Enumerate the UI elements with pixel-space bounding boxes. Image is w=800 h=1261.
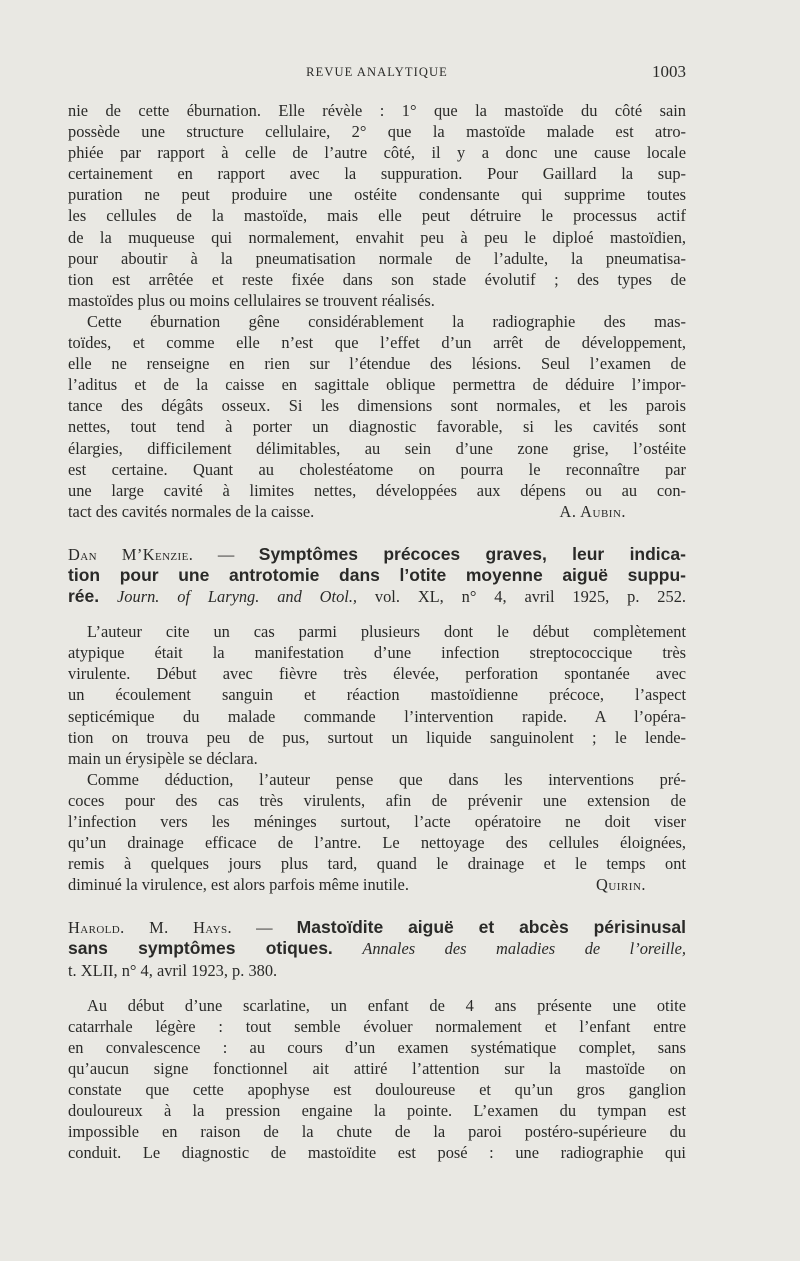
- text-line: constate que cette apophyse est douloureuse et qu’un gros ganglion: [68, 1080, 686, 1100]
- text-line: Au début d’une scarlatine, un enfant de 4 ans présente une otite: [87, 995, 686, 1015]
- author-name: Dan M’Kenzie.: [68, 544, 194, 564]
- article-heading: Harold. M. Hays. — Mastoïdite aiguë et abcès périsinusal: [68, 917, 686, 938]
- text-line: toïdes, et comme elle n’est que l’effet d’un arrêt de développement,: [68, 333, 686, 353]
- text-line: nie de cette éburnation. Elle révèle : 1° que la mastoïde du côté sain: [68, 101, 686, 120]
- running-head-title: REVUE ANALYTIQUE: [306, 65, 448, 79]
- text-line: possède une structure cellulaire, 2° que la mastoïde malade est atro-: [68, 122, 686, 142]
- text-line: L’auteur cite un cas parmi plusieurs dont le début complètement: [87, 622, 686, 642]
- article-reference: sans symptômes otiques. Annales des maladies de l’oreille,: [68, 938, 686, 959]
- text-line: qu’un drainage efficace de l’antre. Le nettoyage des cellules éloignées,: [68, 833, 686, 853]
- article-3: [68, 917, 686, 1163]
- journal-name: Journ. of Laryng. and Otol.,: [117, 587, 358, 607]
- text-line: un écoulement sanguin et réaction mastoïdienne précoce, l’aspect: [68, 685, 686, 705]
- text-line: tact des cavités normales de la caisse. A. Aubin.: [68, 501, 626, 521]
- page-number: 1003: [652, 62, 686, 81]
- text-line: les cellules de la mastoïde, mais elle peut détruire le processus actif: [68, 206, 686, 226]
- text-line: nettes, tout tend à porter un diagnostic favorable, si les cavités sont: [68, 417, 686, 437]
- text-line: catarrhale légère : tout semble évoluer normalement et l’enfant entre: [68, 1016, 686, 1036]
- text-line: virulente. Début avec fièvre très élevée, perforation spontanée avec: [68, 664, 686, 684]
- article-reference: t. XLII, n° 4, avril 1923, p. 380.: [68, 960, 278, 980]
- page-body: [68, 100, 686, 1163]
- text-line: phiée par rapport à celle de l’autre côté, il y a donc une cause locale: [68, 143, 686, 163]
- text-line: Cette éburnation gêne considérablement la radiographie des mas-: [87, 311, 686, 331]
- text-line: pour aboutir à la pneumatisation normale de l’adulte, la pneumatisa-: [68, 248, 686, 268]
- text-line: en convalescence : au cours d’un examen systématique complet, sans: [68, 1037, 686, 1057]
- text-line: l’infection vers les méninges surtout, l’acte opératoire ne doit viser: [68, 812, 686, 831]
- text-line: main un érysipèle se déclara.: [68, 748, 258, 768]
- text-line: Comme déduction, l’auteur pense que dans les interventions pré-: [87, 769, 686, 789]
- article-title: tion pour une antrotomie dans l’otite moyenne aiguë suppu-: [68, 564, 686, 585]
- text-line: remis à quelques jours plus tard, quand le drainage et le temps ont: [68, 854, 686, 874]
- section-gap: [68, 895, 686, 917]
- text-line: diminué la virulence, est alors parfois même inutile. Quirin.: [68, 875, 646, 895]
- text-line: une large cavité à limites nettes, développées aux dépens ou au con-: [68, 480, 686, 500]
- article-reference: rée. Journ. of Laryng. and Otol., vol. XL, n° 4, avril 1925, p. 252.: [68, 586, 686, 607]
- text-line: est certaine. Quant au cholestéatome on pourra le reconnaître par: [68, 459, 686, 479]
- article-2: [68, 544, 686, 896]
- text-line: de la muqueuse qui normalement, envahit peu à peu le diploé mastoïdien,: [68, 227, 686, 247]
- text-line: élargies, difficilement délimitables, au sein d’une zone grise, l’ostéite: [68, 438, 686, 458]
- text-line: puration ne peut produire une ostéite condensante qui supprime toutes: [68, 185, 686, 205]
- text-line: l’aditus et de la caisse en sagittale oblique permettra de déduire l’impor-: [68, 375, 686, 395]
- text-line: coces pour des cas très virulents, afin de prévenir une extension de: [68, 790, 686, 810]
- text-line: impossible en raison de la chute de la paroi postéro-supérieure du: [68, 1122, 686, 1142]
- signature: Quirin.: [596, 875, 646, 895]
- running-head: [68, 62, 686, 82]
- journal-name: Annales des maladies de l’oreille,: [362, 939, 686, 959]
- text-line: douloureux à la pression engaine la pointe. L’examen du tympan est: [68, 1101, 686, 1121]
- text-line: mastoïdes plus ou moins cellulaires se trouvent réalisés.: [68, 290, 435, 310]
- text-line: certainement en rapport avec la suppuration. Pour Gaillard la sup-: [68, 164, 686, 184]
- author-name: Harold. M. Hays.: [68, 918, 233, 938]
- text-line: tion est arrêtée et reste fixée dans son stade évolutif ; des types de: [68, 269, 686, 289]
- text-line: qu’aucun signe fonctionnel ait attiré l’attention sur la mastoïde on: [68, 1058, 686, 1078]
- article-heading: Dan M’Kenzie. — Symptômes précoces graves, leur indica-: [68, 543, 686, 564]
- text-line: conduit. Le diagnostic de mastoïdite est posé : une radiographie qui: [68, 1143, 686, 1163]
- article-title: Symptômes précoces graves, leur indica-: [258, 543, 686, 564]
- text-line: tance des dégâts osseux. Si les dimensions sont normales, et les parois: [68, 396, 686, 416]
- text-line: tion on trouva peu de pus, surtout un liquide sanguinolent ; le lende-: [68, 727, 686, 747]
- signature: A. Aubin.: [559, 501, 626, 521]
- text-line: atypique était la manifestation d’une infection streptococcique très: [68, 643, 686, 663]
- section-gap: [68, 522, 686, 544]
- text-line: septicémique du malade commande l’intervention rapide. A l’opéra-: [68, 706, 686, 726]
- article-title: Mastoïdite aiguë et abcès périsinusal: [296, 917, 686, 938]
- text-line: elle ne renseigne en rien sur l’étendue des lésions. Seul l’examen de: [68, 354, 686, 374]
- article-1: [68, 100, 686, 522]
